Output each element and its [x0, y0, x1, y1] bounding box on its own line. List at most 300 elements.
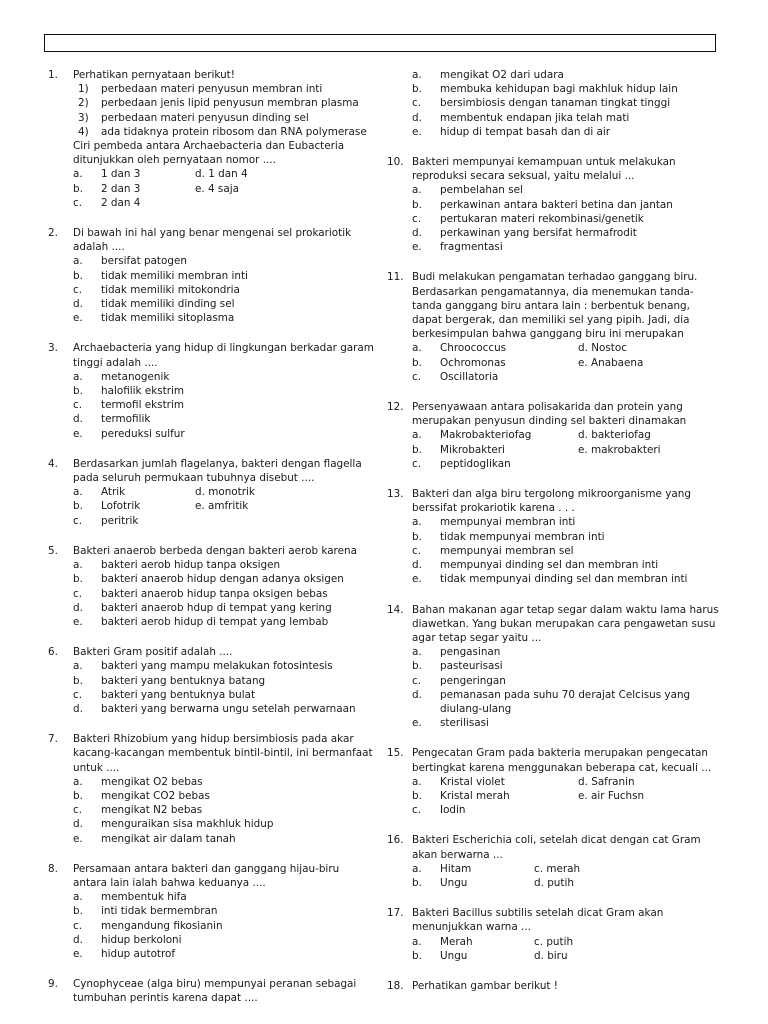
- question-number: 3.: [48, 342, 58, 355]
- option-letter: b.: [73, 269, 83, 282]
- answer-option: [412, 183, 722, 197]
- question-text: Perhatikan pernyataan berikut!: [73, 69, 235, 81]
- answer-option: [73, 499, 195, 513]
- option-letter: a.: [412, 775, 422, 788]
- question-item: [48, 226, 376, 325]
- answer-option: [412, 674, 722, 688]
- answer-option: [73, 427, 376, 441]
- option-text: makrobakteri: [591, 443, 661, 456]
- answer-option: [412, 862, 534, 876]
- option-text: Ochromonas: [440, 356, 506, 369]
- answer-option: [73, 182, 195, 196]
- answer-option: [195, 499, 376, 513]
- option-letter: d.: [412, 559, 422, 572]
- answer-option: [73, 789, 376, 803]
- answer-option: [73, 947, 376, 961]
- question-item: [387, 906, 722, 963]
- option-text: tidak memiliki membran inti: [101, 269, 248, 282]
- answer-option: [73, 803, 376, 817]
- question-text: Bakteri Rhizobium yang hidup bersimbiosis pada akar kacang-kacangan membentuk bintil-bintil, ini bermanfaat untuk ....: [73, 733, 373, 774]
- answer-option: [73, 659, 376, 673]
- option-text: termofil ekstrim: [101, 399, 184, 412]
- question-text: Archaebacteria yang hidup di lingkungan berkadar garam tinggi adalah ....: [73, 342, 374, 369]
- answer-option: [412, 96, 722, 110]
- option-letter: b.: [412, 530, 422, 543]
- statement-number: 4): [78, 125, 89, 138]
- answer-option: d. putih: [534, 876, 574, 889]
- answer-option: [412, 428, 578, 442]
- statement-text: ada tidaknya protein ribosom dan RNA polymerase: [101, 125, 367, 138]
- answer-options-grid: [73, 485, 376, 528]
- option-letter: e.: [195, 500, 205, 513]
- statement-text: perbedaan jenis lipid penyusun membran plasma: [101, 97, 359, 110]
- answer-option: [412, 775, 578, 789]
- answer-option: [412, 530, 722, 544]
- answer-option: [195, 514, 376, 528]
- numbered-statement: [73, 125, 376, 139]
- option-text: bakteri yang berwarna ungu setelah perwarnaan: [101, 702, 356, 715]
- option-letter: a.: [73, 486, 83, 499]
- question-text: Di bawah ini hal yang benar mengenai sel prokariotik adalah ....: [73, 227, 352, 254]
- option-letter: c.: [412, 97, 422, 110]
- option-text: pengasinan: [440, 646, 501, 659]
- question-item: [48, 341, 376, 440]
- option-letter: c.: [73, 514, 83, 527]
- option-letter: a.: [73, 255, 83, 268]
- question-text: Berdasarkan jumlah flagelanya, bakteri dengan flagella pada seluruh permukaan tubuhnya disebut ....: [73, 457, 362, 485]
- option-letter: a.: [412, 429, 422, 442]
- option-letter: d.: [578, 429, 588, 442]
- question-item: [48, 544, 376, 629]
- option-text: bakteri aerob hidup tanpa oksigen: [101, 559, 281, 572]
- option-letter: d.: [195, 486, 205, 499]
- option-text: fragmentasi: [440, 241, 503, 254]
- answer-option: [412, 212, 722, 226]
- option-text: hidup berkoloni: [101, 933, 182, 946]
- option-text: bersifat patogen: [101, 255, 187, 268]
- answer-option: [412, 341, 578, 355]
- answer-option: [412, 659, 722, 673]
- option-letter: b.: [73, 573, 83, 586]
- answer-option: [578, 789, 722, 803]
- answer-option: [73, 412, 376, 426]
- answer-option: [578, 428, 722, 442]
- question-item: [387, 979, 722, 993]
- option-letter: a.: [73, 660, 83, 673]
- option-letter: a.: [73, 370, 83, 383]
- option-text: Atrik: [101, 486, 126, 499]
- answer-option: [73, 384, 376, 398]
- question-continuation: [387, 68, 722, 139]
- option-text: pasteurisasi: [440, 660, 503, 673]
- question-text: Bakteri Gram positif adalah ....: [73, 646, 233, 659]
- option-text: 4 saja: [208, 182, 239, 195]
- question-number: 4.: [48, 457, 58, 470]
- option-text: Anabaena: [591, 356, 644, 369]
- question-item: [48, 862, 376, 961]
- option-text: Lofotrik: [101, 500, 141, 513]
- answer-option: [578, 443, 722, 457]
- answer-option: [578, 356, 722, 370]
- answer-option: [412, 789, 578, 803]
- option-letter: a.: [73, 775, 83, 788]
- answer-option: c. merah: [534, 862, 581, 875]
- option-letter: c.: [73, 196, 83, 209]
- option-letter: a.: [412, 935, 422, 948]
- question-item: [387, 487, 722, 586]
- answer-option: [73, 817, 376, 831]
- answer-option: [412, 515, 722, 529]
- answer-option: [578, 775, 722, 789]
- option-letter: a.: [412, 184, 422, 197]
- answer-option: [73, 688, 376, 702]
- option-text: Kristal violet: [440, 775, 505, 788]
- statement-text: perbedaan materi penyusun dinding sel: [101, 111, 309, 124]
- option-text: 1 dan 4: [208, 168, 248, 181]
- header-box: [44, 34, 716, 52]
- answer-option: [578, 370, 722, 384]
- option-text: peritrik: [101, 514, 139, 527]
- question-text: Cynophyceae (alga biru) mempunyai peranan sebagai tumbuhan perintis karena dapat ....: [73, 978, 357, 1005]
- question-item: [387, 270, 722, 384]
- option-letter: b.: [412, 660, 422, 673]
- option-letter: a.: [412, 69, 422, 81]
- answer-option: [73, 702, 376, 716]
- option-text: pemanasan pada suhu 70 derajat Celcisus yang diulang-ulang: [440, 688, 691, 715]
- option-text: Oscillatoria: [440, 370, 499, 383]
- question-text: Perhatikan gambar berikut !: [412, 979, 558, 992]
- option-text: Ungu: [440, 876, 468, 889]
- question-number: 7.: [48, 733, 58, 746]
- option-letter: d.: [412, 227, 422, 240]
- answer-option: [412, 558, 722, 572]
- option-letter: b.: [412, 876, 422, 889]
- answer-option: [195, 196, 376, 210]
- answer-option: [412, 443, 578, 457]
- statement-number: 2): [78, 97, 89, 110]
- numbered-statement: [73, 111, 376, 125]
- option-text: Hitam: [440, 862, 472, 875]
- option-text: mengikat O2 dari udara: [440, 69, 564, 81]
- option-letter: c.: [73, 587, 83, 600]
- question-number: 15.: [387, 747, 404, 760]
- answer-option: [412, 876, 534, 890]
- option-text: perkawinan yang bersifat hermafrodit: [440, 227, 637, 240]
- option-text: mengandung fikosianin: [101, 919, 223, 932]
- answer-option: [412, 949, 534, 963]
- answer-option: [195, 182, 376, 196]
- answer-option: [412, 125, 722, 139]
- numbered-statement: [73, 96, 376, 110]
- answer-option: [578, 457, 722, 471]
- option-text: Kristal merah: [440, 789, 510, 802]
- option-letter: d.: [73, 702, 83, 715]
- left-column: [48, 68, 376, 1022]
- answer-option: [578, 803, 722, 817]
- option-text: bakteri yang bentuknya batang: [101, 674, 266, 687]
- question-number: 6.: [48, 646, 58, 659]
- option-text: pertukaran materi rekombinasi/genetik: [440, 212, 644, 225]
- option-letter: b.: [73, 905, 83, 918]
- answer-option: [412, 82, 722, 96]
- option-letter: e.: [578, 356, 588, 369]
- option-letter: b.: [73, 500, 83, 513]
- option-letter: b.: [412, 198, 422, 211]
- option-letter: d.: [73, 298, 83, 311]
- option-text: bersimbiosis dengan tanaman tingkat tinggi: [440, 97, 671, 110]
- option-text: membentuk hifa: [101, 891, 187, 904]
- option-letter: e.: [578, 443, 588, 456]
- question-item: [387, 746, 722, 817]
- answer-option: [73, 933, 376, 947]
- option-letter: a.: [412, 862, 422, 875]
- option-letter: d.: [195, 168, 205, 181]
- option-text: hidup autotrof: [101, 947, 176, 960]
- question-number: 13.: [387, 488, 404, 501]
- option-letter: b.: [412, 949, 422, 962]
- option-text: pengeringan: [440, 674, 506, 687]
- answer-option: [412, 457, 578, 471]
- answer-options-grid: [412, 428, 722, 471]
- answer-option: [73, 269, 376, 283]
- question-item: [48, 977, 376, 1005]
- option-text: bakteriofag: [591, 429, 651, 442]
- answer-option: [195, 167, 376, 181]
- answer-option: [412, 240, 722, 254]
- statement-text: perbedaan materi penyusun membran inti: [101, 83, 323, 96]
- answer-option: [73, 196, 195, 210]
- answer-option: [73, 890, 376, 904]
- answer-option: [73, 572, 376, 586]
- answer-option: [73, 615, 376, 629]
- answer-option: [412, 688, 722, 716]
- answer-option: [412, 544, 722, 558]
- option-letter: a.: [412, 342, 422, 355]
- option-letter: c.: [73, 283, 83, 296]
- option-text: metanogenik: [101, 370, 170, 383]
- option-letter: c.: [412, 457, 422, 470]
- question-text: Budi melakukan pengamatan terhadao ganggang biru. Berdasarkan pengamatannya, dia menemukan tanda-tanda ganggang biru antara lain : berbentuk benang, dapat bergerak, dan memiliki sel yang pipih. Jadi, dia berkesimpulan bahwa ganggang biru ini merupakan: [412, 271, 698, 341]
- option-text: bakteri aerob hidup di tempat yang lembab: [101, 615, 329, 628]
- answer-option: [412, 356, 578, 370]
- numbered-statement: [73, 82, 376, 96]
- option-text: inti tidak bermembran: [101, 905, 218, 918]
- option-text: bakteri yang mampu melakukan fotosintesis: [101, 660, 333, 673]
- answer-option: [412, 803, 578, 817]
- answer-option: [73, 297, 376, 311]
- option-text: Chroococcus: [440, 342, 507, 355]
- question-text: Bakteri Escherichia coli, setelah dicat dengan cat Gram akan berwarna ...: [412, 834, 701, 861]
- option-text: mengikat CO2 bebas: [101, 789, 210, 802]
- option-text: mempunyai dinding sel dan membran inti: [440, 559, 659, 572]
- question-text: Bakteri dan alga biru tergolong mikroorganisme yang berssifat prokariotik karena . . .: [412, 488, 691, 515]
- option-text: Iodin: [440, 804, 466, 817]
- option-letter: b.: [73, 385, 83, 398]
- question-item: [48, 457, 376, 528]
- answer-options-grid: [412, 862, 722, 890]
- option-text: mengikat air dalam tanah: [101, 832, 236, 845]
- question-prompt: Ciri pembeda antara Archaebacteria dan Eubacteria ditunjukkan oleh pernyataan nomor ....: [73, 140, 345, 167]
- option-letter: c.: [73, 399, 83, 412]
- option-letter: b.: [412, 789, 422, 802]
- answer-options-grid: [412, 775, 722, 818]
- option-text: perkawinan antara bakteri betina dan jantan: [440, 198, 673, 211]
- answer-options-grid: [412, 935, 722, 963]
- question-number: 5.: [48, 544, 58, 557]
- option-letter: c.: [412, 370, 422, 383]
- option-text: termofilik: [101, 413, 151, 426]
- answer-option: [412, 716, 722, 730]
- answer-option: [73, 601, 376, 615]
- option-text: Ungu: [440, 949, 468, 962]
- option-text: 1 dan 3: [101, 168, 141, 181]
- option-text: tidak memiliki dinding sel: [101, 298, 235, 311]
- answer-option: [412, 935, 534, 949]
- option-letter: c.: [73, 804, 83, 817]
- option-letter: e.: [73, 947, 83, 960]
- option-letter: d.: [412, 111, 422, 124]
- option-text: bakteri yang bentuknya bulat: [101, 688, 256, 701]
- option-text: Nostoc: [591, 342, 627, 355]
- option-text: 2 dan 3: [101, 182, 141, 195]
- option-text: mengikat N2 bebas: [101, 804, 203, 817]
- option-text: pembelahan sel: [440, 184, 523, 197]
- option-letter: a.: [412, 516, 422, 529]
- option-text: halofilik ekstrim: [101, 385, 185, 398]
- option-text: mempunyai membran sel: [440, 544, 574, 557]
- question-number: 14.: [387, 603, 404, 616]
- option-letter: c.: [412, 674, 422, 687]
- answer-option: [195, 485, 376, 499]
- question-text: Persamaan antara bakteri dan ganggang hijau-biru antara lain ialah bahwa keduanya ....: [73, 862, 340, 889]
- option-letter: c.: [412, 804, 422, 817]
- right-column: [387, 68, 722, 1009]
- option-letter: d.: [578, 342, 588, 355]
- option-letter: d.: [73, 413, 83, 426]
- option-letter: b.: [412, 443, 422, 456]
- option-letter: a.: [73, 168, 83, 181]
- answer-option: [412, 226, 722, 240]
- answer-option: [73, 370, 376, 384]
- question-text: Bakteri mempunyai kemampuan untuk melakukan reproduksi secara seksual, yaitu melalui ...: [412, 156, 676, 183]
- statement-number: 1): [78, 83, 89, 96]
- answer-option: [73, 832, 376, 846]
- option-text: menguraikan sisa makhluk hidup: [101, 818, 274, 831]
- option-letter: d.: [412, 688, 422, 701]
- question-number: 9.: [48, 978, 58, 991]
- option-text: Mikrobakteri: [440, 443, 505, 456]
- answer-option: [73, 254, 376, 268]
- question-number: 1.: [48, 69, 58, 81]
- question-item: [387, 155, 722, 254]
- question-number: 18.: [387, 979, 404, 992]
- question-number: 11.: [387, 271, 404, 284]
- option-letter: c.: [412, 212, 422, 225]
- option-text: monotrik: [208, 486, 255, 499]
- answer-option: [73, 283, 376, 297]
- answer-option: [73, 558, 376, 572]
- option-letter: e.: [73, 312, 83, 325]
- question-item: [48, 68, 376, 210]
- question-item: [48, 645, 376, 716]
- option-letter: d.: [73, 601, 83, 614]
- option-text: mempunyai membran inti: [440, 516, 576, 529]
- question-text: Bakteri anaerob berbeda dengan bakteri aerob karena: [73, 544, 357, 557]
- option-letter: e.: [412, 717, 422, 730]
- option-letter: a.: [73, 559, 83, 572]
- question-text: Persenyawaan antara polisakarida dan protein yang merupakan penyusun dinding sel bakteri dinamakan: [412, 401, 687, 428]
- question-number: 2.: [48, 227, 58, 240]
- option-letter: a.: [412, 646, 422, 659]
- option-text: amfritik: [208, 500, 249, 513]
- answer-option: [73, 904, 376, 918]
- option-text: Makrobakteriofag: [440, 429, 532, 442]
- option-letter: b.: [73, 674, 83, 687]
- answer-option: [73, 514, 195, 528]
- answer-option: c. putih: [534, 935, 574, 948]
- answer-option: [412, 370, 578, 384]
- option-letter: e.: [412, 241, 422, 254]
- option-letter: d.: [73, 818, 83, 831]
- option-letter: e.: [73, 615, 83, 628]
- option-text: tidak mempunyai dinding sel dan membran inti: [440, 573, 688, 586]
- option-text: air Fuchsn: [591, 789, 645, 802]
- question-item: [387, 400, 722, 471]
- question-number: 17.: [387, 907, 404, 920]
- option-letter: c.: [73, 688, 83, 701]
- answer-option: [73, 674, 376, 688]
- option-letter: a.: [73, 891, 83, 904]
- answer-option: [412, 68, 722, 82]
- answer-option: d. biru: [534, 949, 568, 962]
- answer-option: [412, 198, 722, 212]
- question-number: 8.: [48, 862, 58, 875]
- question-number: 16.: [387, 834, 404, 847]
- option-letter: c.: [412, 544, 422, 557]
- option-text: tidak memiliki sitoplasma: [101, 312, 235, 325]
- option-letter: c.: [73, 919, 83, 932]
- option-letter: d.: [73, 933, 83, 946]
- answer-option: [73, 587, 376, 601]
- option-text: tidak memiliki mitokondria: [101, 283, 240, 296]
- answer-options-grid: [412, 341, 722, 384]
- option-text: tidak mempunyai membran inti: [440, 530, 605, 543]
- answer-option: [73, 311, 376, 325]
- option-text: bakteri anaerob hidup dengan adanya oksigen: [101, 573, 344, 586]
- option-letter: b.: [73, 789, 83, 802]
- question-text: Pengecatan Gram pada bakteria merupakan pengecatan bertingkat karena menggunakan beberapa cat, kecuali ...: [412, 747, 712, 774]
- option-text: membuka kehidupan bagi makhluk hidup lain: [440, 83, 678, 96]
- option-text: mengikat O2 bebas: [101, 775, 203, 788]
- option-text: 2 dan 4: [101, 196, 141, 209]
- answer-option: [412, 111, 722, 125]
- answer-options-grid: [73, 167, 376, 210]
- option-letter: e.: [412, 573, 422, 586]
- answer-option: [578, 341, 722, 355]
- option-letter: e.: [412, 125, 422, 138]
- option-text: membentuk endapan jika telah mati: [440, 111, 630, 124]
- option-text: hidup di tempat basah dan di air: [440, 125, 611, 138]
- option-text: sterilisasi: [440, 717, 489, 730]
- question-item: [387, 833, 722, 890]
- option-letter: b.: [73, 182, 83, 195]
- question-text: Bakteri Bacillus subtilis setelah dicat Gram akan menunjukkan warna ...: [412, 907, 664, 934]
- answer-option: [73, 775, 376, 789]
- option-text: bakteri anaerob hidup tanpa oksigen bebas: [101, 587, 328, 600]
- option-letter: b.: [412, 83, 422, 96]
- option-text: Safranin: [591, 775, 635, 788]
- answer-option: [412, 645, 722, 659]
